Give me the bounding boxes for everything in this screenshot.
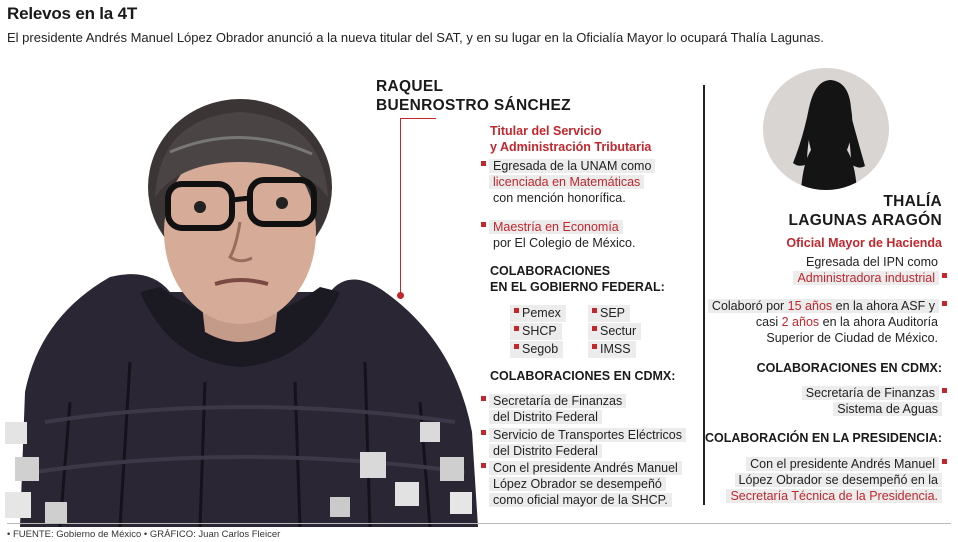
raquel-cdmx-heading: COLABORACIONES EN CDMX: [490,369,676,383]
chip-sep: SEP [588,305,630,322]
edu1-line-c: con mención honorífica. [493,191,626,205]
raquel-education-1 [481,158,655,206]
chip-pemex: Pemex [510,305,566,322]
callout-line-horizontal [400,118,436,119]
raquel-education-2 [481,219,635,251]
bullet-marker [481,222,486,227]
thalia-edu-line-a: Egresada del IPN como [805,255,938,269]
thalia-education [793,254,950,286]
chip-imss: IMSS [588,341,636,358]
edu2-line-b: por El Colegio de México. [493,236,636,250]
portrait-illustration [0,62,480,527]
raquel-role-line1: Titular del Servicio [490,124,602,138]
chip-shcp: SHCP [510,323,562,340]
cdmx3-line-a: Con el presidente Andrés Manuel [489,461,682,475]
footer-rule [7,523,951,524]
raquel-role [490,123,651,155]
footer-source-credit: • FUENTE: Gobierno de México • GRÁFICO: Juan Carlos Fleicer [7,529,281,540]
cdmx1-line-b: del Distrito Federal [489,410,602,424]
bullet-marker [481,161,486,166]
thalia-edu-line-b: Administradora industrial [793,271,939,285]
cdmx2-line-a: Servicio de Transportes Eléctricos [489,428,686,442]
raquel-name-line1: RAQUEL [376,78,444,95]
silhouette-drawing [763,68,889,190]
thalia-name [789,192,942,230]
callout-line-vertical [400,118,401,296]
cdmx3-line-b: López Obrador se desempeñó [489,477,666,491]
chip-sectur: Sectur [588,323,641,340]
thalia-pres-line-a: Con el presidente Andrés Manuel [746,457,939,471]
federal-heading-line1: COLABORACIONES [490,264,611,278]
thalia-exp-line-c: Superior de Ciudad de México. [766,331,938,345]
edu2-line-a: Maestría en Economía [489,220,623,234]
infographic-subtitle: El presidente Andrés Manuel López Obrador anunció a la nueva titular del SAT, y en su lugar en la Oficialía Mayor lo ocupará Thalía Lagunas. [7,30,824,45]
thalia-name-line1: THALÍA [883,193,942,210]
thalia-profile-image [763,68,889,190]
raquel-cdmx-1 [481,393,626,425]
edu1-line-a: Egresada de la UNAM como [489,159,655,173]
thalia-cdmx-heading: COLABORACIONES EN CDMX: [756,361,942,375]
thalia-pres-line-b: López Obrador se desempeñó en la [735,473,942,487]
cdmx2-line-b: del Distrito Federal [489,444,602,458]
thalia-name-line2: LAGUNAS ARAGÓN [788,212,942,229]
raquel-name [376,77,571,115]
thalia-presidency [726,456,950,504]
thalia-experience: Colaboró por 15 años en la ahora ASF y casi 2 años en la ahora Auditoría Superior de Ciudad de México. [708,298,950,346]
callout-dot [397,292,404,299]
raquel-name-line2: BUENROSTRO SÁNCHEZ [376,97,571,114]
thalia-pres-line-c: Secretaría Técnica de la Presidencia. [726,489,942,503]
cdmx1-line-a: Secretaría de Finanzas [489,394,626,408]
thalia-presidency-heading: COLABORACIÓN EN LA PRESIDENCIA: [704,431,942,445]
raquel-role-line2: y Administración Tributaria [490,140,652,154]
thalia-role: Oficial Mayor de Hacienda [786,236,942,250]
cdmx3-line-c: como oficial mayor de la SHCP. [489,493,672,507]
portrait-drawing [0,62,480,527]
thalia-cdmx-line-b: Sistema de Aguas [833,402,942,416]
raquel-cdmx-2 [481,427,686,459]
thalia-cdmx-line-a: Secretaría de Finanzas [802,386,939,400]
thalia-cdmx-list [802,385,950,417]
raquel-cdmx-3 [481,460,682,508]
chip-segob: Segob [510,341,563,358]
federal-heading-line2: EN EL GOBIERNO FEDERAL: [490,280,665,294]
infographic-title: Relevos en la 4T [7,4,138,23]
raquel-federal-heading [490,263,665,295]
edu1-line-b: licenciada en Matemáticas [489,175,644,189]
